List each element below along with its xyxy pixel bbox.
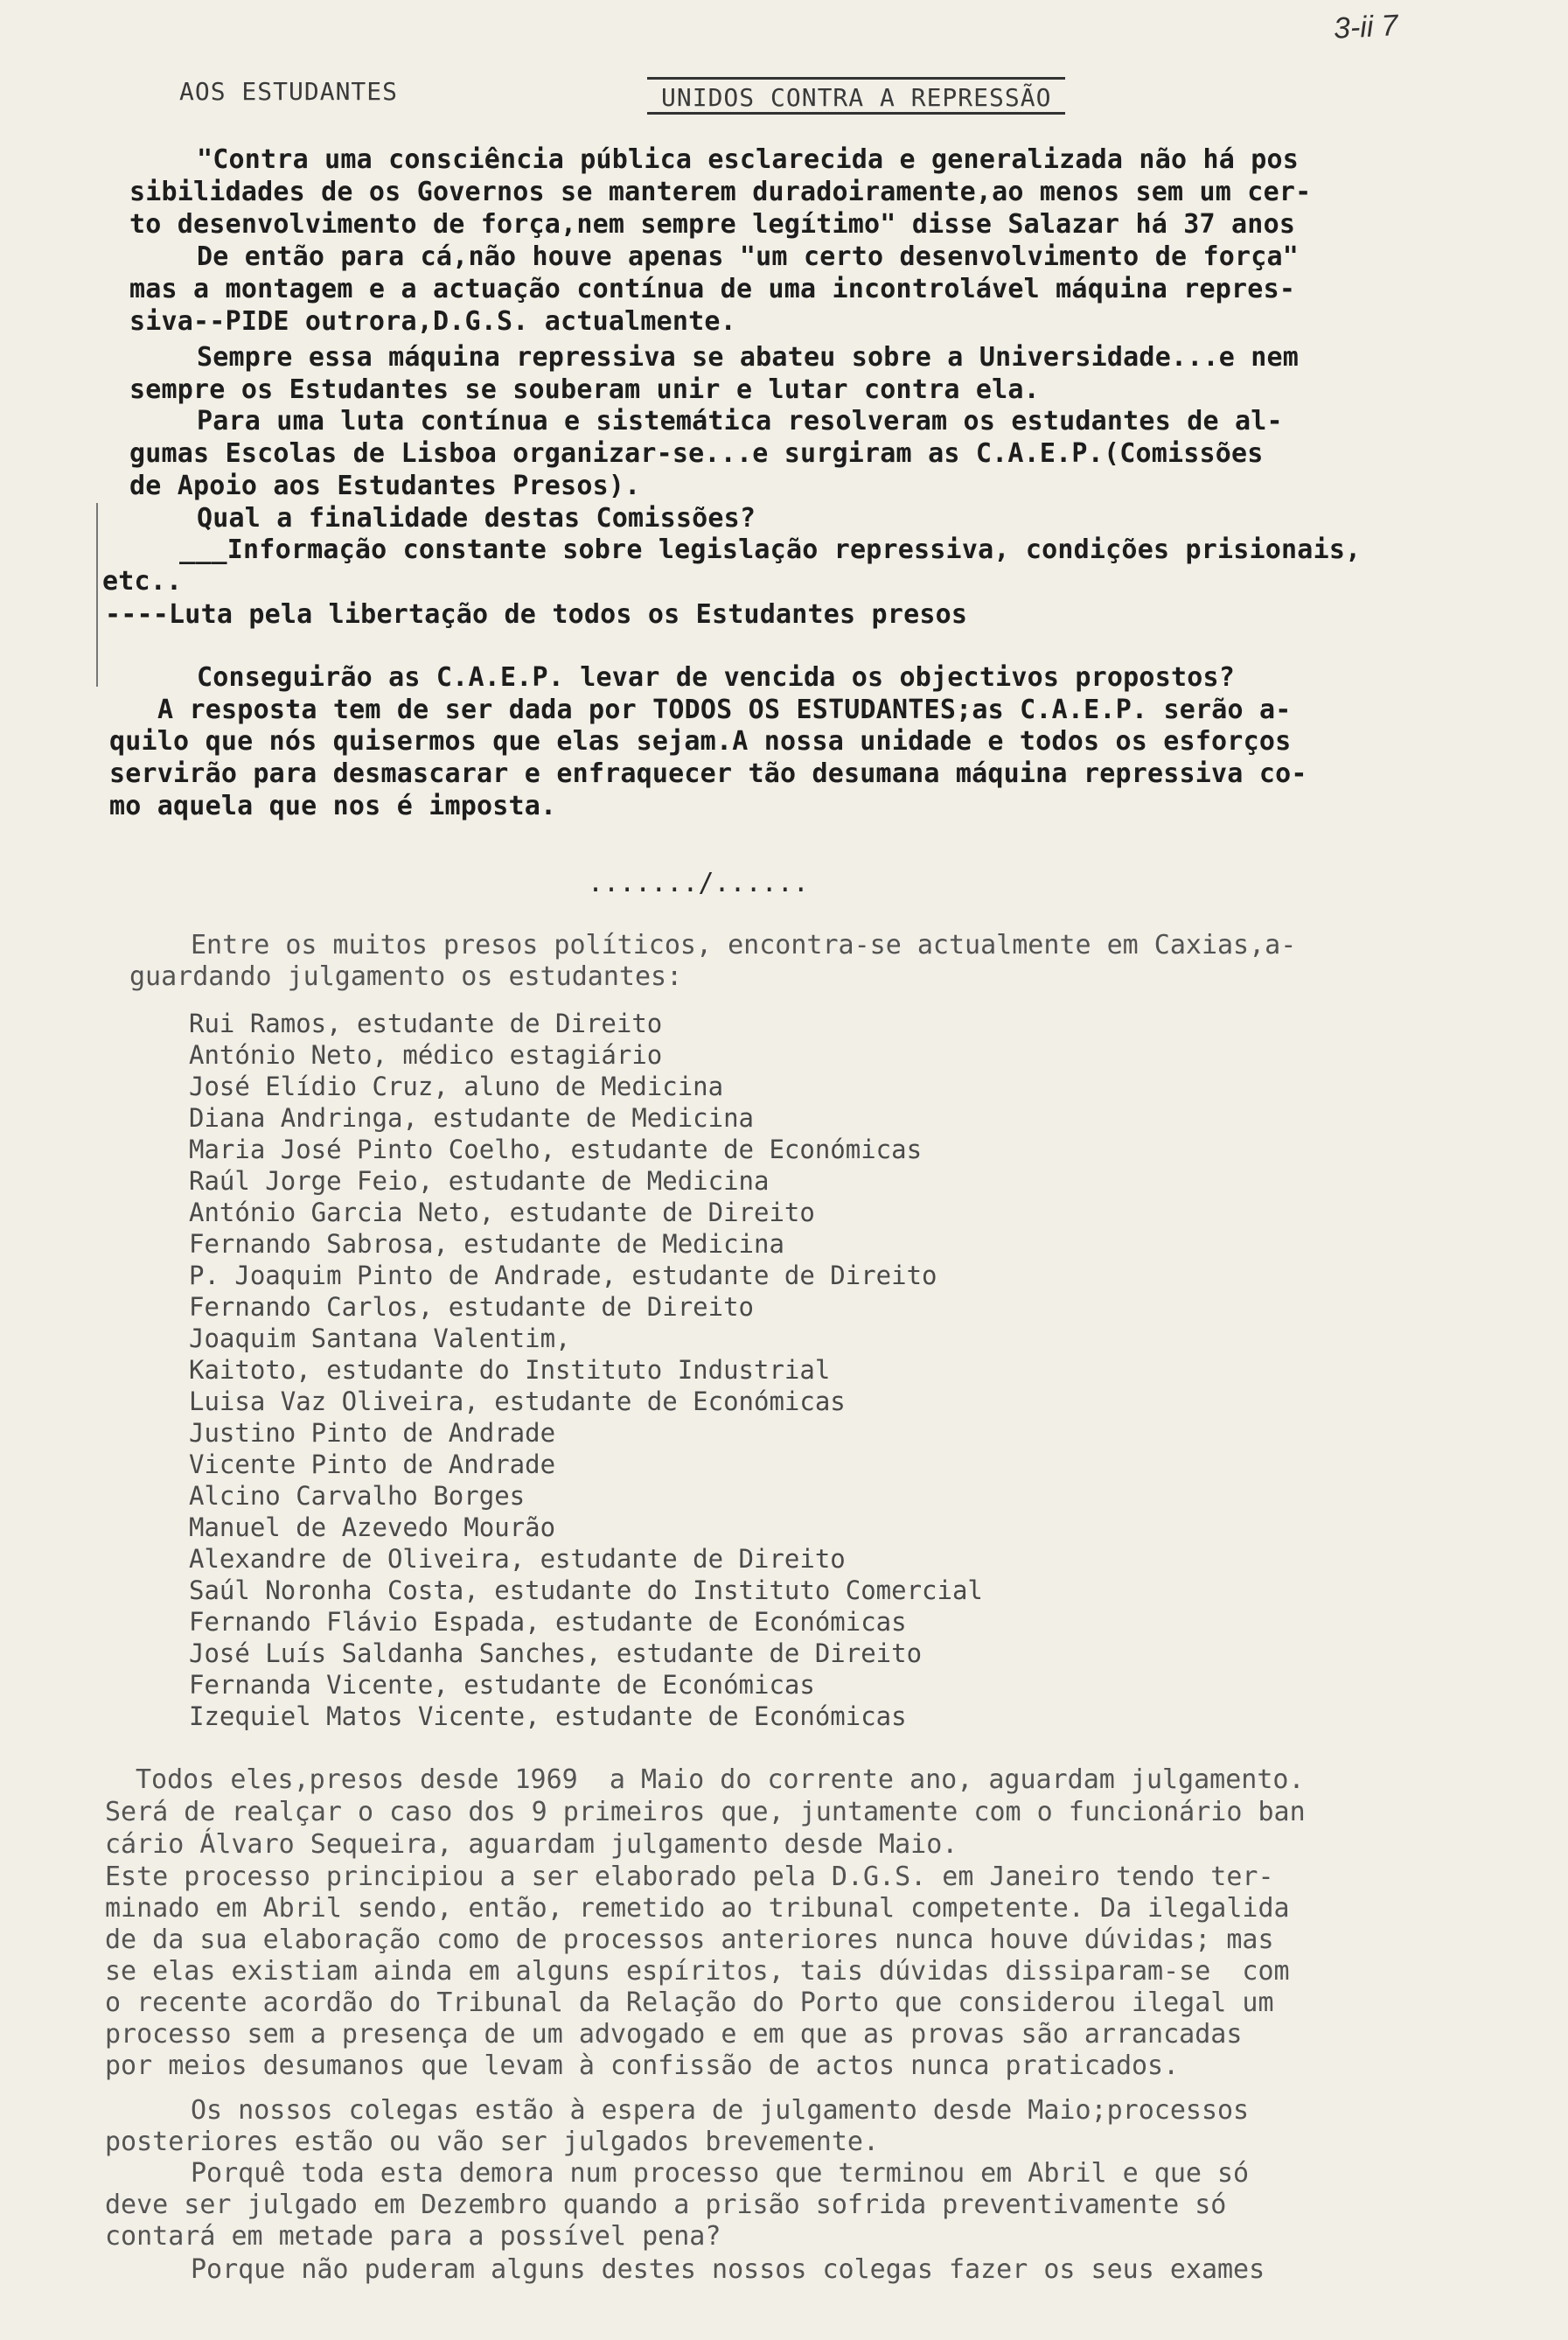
closing-line: de da sua elaboração como de processos anteriores nunca houve dúvidas; mas <box>105 1924 1274 1955</box>
intro-line: ___Informação constante sobre legislação repressiva, condições prisionais, <box>179 534 1362 565</box>
prisoner-entry: Fernando Sabrosa, estudante de Medicina <box>189 1229 784 1259</box>
prisoner-entry: Manuel de Azevedo Mourão <box>189 1512 556 1542</box>
intro-line: A resposta tem de ser dada por TODOS OS ESTUDANTES;as C.A.E.P. serão a- <box>157 695 1292 725</box>
prisoner-entry: Fernando Flávio Espada, estudante de Económicas <box>189 1607 907 1637</box>
closing-line: minado em Abril sendo, então, remetido ao tribunal competente. Da ilegalida <box>105 1893 1290 1924</box>
closing-line: deve ser julgado em Dezembro quando a prisão sofrida preventivamente só <box>105 2190 1227 2220</box>
prisoner-entry: P. Joaquim Pinto de Andrade, estudante de Direito <box>189 1261 937 1290</box>
handwritten-reference: 3-ii 7 <box>1333 9 1399 45</box>
intro-line: servirão para desmascarar e enfraquecer tão desumana máquina repressiva co- <box>109 758 1307 789</box>
prisoner-entry: António Neto, médico estagiário <box>189 1040 663 1070</box>
intro-line: "Contra uma consciência pública esclarecida e generalizada não há pos <box>197 144 1300 175</box>
intro-line: to desenvolvimento de força,nem sempre legítimo" disse Salazar há 37 anos <box>129 209 1296 240</box>
prisoner-entry: Fernando Carlos, estudante de Direito <box>189 1292 755 1322</box>
closing-line: posteriores estão ou vão ser julgados brevemente. <box>105 2127 880 2157</box>
heading-audience: AOS ESTUDANTES <box>179 77 399 106</box>
prisoner-entry: Luisa Vaz Oliveira, estudante de Económicas <box>189 1387 846 1416</box>
prisoner-entry: Rui Ramos, estudante de Direito <box>189 1009 663 1038</box>
prisoner-entry: Alexandre de Oliveira, estudante de Direito <box>189 1544 846 1574</box>
closing-line: processo sem a presença de um advogado e em que as provas são arrancadas <box>105 2019 1243 2050</box>
intro-line: sibilidades de os Governos se manterem duradoiramente,ao menos sem um cer- <box>129 177 1312 207</box>
intro-line: mo aquela que nos é imposta. <box>109 791 557 821</box>
prisoner-entry: Alcino Carvalho Borges <box>189 1481 526 1511</box>
intro-line: sempre os Estudantes se souberam unir e lutar contra ela. <box>129 374 1040 405</box>
prisoner-entry: António Garcia Neto, estudante de Direito <box>189 1198 815 1227</box>
intro-line: quilo que nós quisermos que elas sejam.A nossa unidade e todos os esforços <box>109 726 1292 757</box>
margin-line <box>96 503 98 687</box>
closing-line: Os nossos colegas estão à espera de julgamento desde Maio;processos <box>191 2095 1250 2126</box>
heading-title: UNIDOS CONTRA A REPRESSÃO <box>647 77 1065 115</box>
closing-line: cário Álvaro Sequeira, aguardam julgamento desde Maio. <box>105 1829 958 1860</box>
list-intro-line: Entre os muitos presos políticos, encontra-se actualmente em Caxias,a- <box>191 930 1297 960</box>
intro-line: mas a montagem e a actuação contínua de uma incontrolável máquina repres- <box>129 274 1296 304</box>
prisoner-entry: Saúl Noronha Costa, estudante do Instituto Comercial <box>189 1575 983 1605</box>
prisoner-entry: Raúl Jorge Feio, estudante de Medicina <box>189 1166 770 1196</box>
closing-line: Será de realçar o caso dos 9 primeiros que, juntamente com o funcionário ban <box>105 1797 1306 1827</box>
prisoner-entry: José Elídio Cruz, aluno de Medicina <box>189 1072 724 1101</box>
section-separator: ......./...... <box>588 868 809 898</box>
closing-line: se elas existiam ainda em alguns espíritos, tais dúvidas dissiparam-se com <box>105 1956 1290 1987</box>
intro-line: Conseguirão as C.A.E.P. levar de vencida os objectivos propostos? <box>197 662 1235 693</box>
intro-line: siva--PIDE outrora,D.G.S. actualmente. <box>129 306 736 337</box>
prisoner-entry: Fernanda Vicente, estudante de Económicas <box>189 1670 815 1700</box>
closing-line: Este processo principiou a ser elaborado pela D.G.S. em Janeiro tendo ter- <box>105 1862 1274 1892</box>
prisoner-entry: Maria José Pinto Coelho, estudante de Económicas <box>189 1135 923 1164</box>
closing-line: Todos eles,presos desde 1969 a Maio do corrente ano, aguardam julgamento. <box>136 1764 1305 1795</box>
closing-line: por meios desumanos que levam à confissão de actos nunca praticados. <box>105 2050 1180 2081</box>
prisoner-entry: José Luís Saldanha Sanches, estudante de Direito <box>189 1638 923 1668</box>
intro-line: ----Luta pela libertação de todos os Estudantes presos <box>105 599 968 630</box>
intro-line: gumas Escolas de Lisboa organizar-se...e surgiram as C.A.E.P.(Comissões <box>129 438 1264 469</box>
closing-line: contará em metade para a possível pena? <box>105 2221 721 2252</box>
intro-line: De então para cá,não houve apenas "um certo desenvolvimento de força" <box>197 241 1300 272</box>
intro-line: Para uma luta contínua e sistemática resolveram os estudantes de al- <box>197 406 1283 437</box>
closing-line: Porque não puderam alguns destes nossos colegas fazer os seus exames <box>191 2254 1265 2285</box>
intro-line: etc.. <box>102 566 183 597</box>
prisoner-entry: Kaitoto, estudante do Instituto Industrial <box>189 1355 831 1385</box>
prisoner-entry: Joaquim Santana Valentim, <box>189 1324 571 1353</box>
closing-line: Porquê toda esta demora num processo que terminou em Abril e que só <box>191 2158 1250 2189</box>
intro-line: Qual a finalidade destas Comissões? <box>197 503 756 534</box>
prisoner-entry: Vicente Pinto de Andrade <box>189 1449 556 1479</box>
list-intro-line: guardando julgamento os estudantes: <box>129 961 683 992</box>
prisoner-entry: Diana Andringa, estudante de Medicina <box>189 1103 755 1133</box>
prisoner-entry: Izequiel Matos Vicente, estudante de Económicas <box>189 1701 907 1731</box>
closing-line: o recente acordão do Tribunal da Relação do Porto que considerou ilegal um <box>105 1987 1274 2018</box>
intro-line: de Apoio aos Estudantes Presos). <box>129 471 641 501</box>
intro-line: Sempre essa máquina repressiva se abateu sobre a Universidade...e nem <box>197 342 1300 373</box>
prisoner-entry: Justino Pinto de Andrade <box>189 1418 556 1448</box>
